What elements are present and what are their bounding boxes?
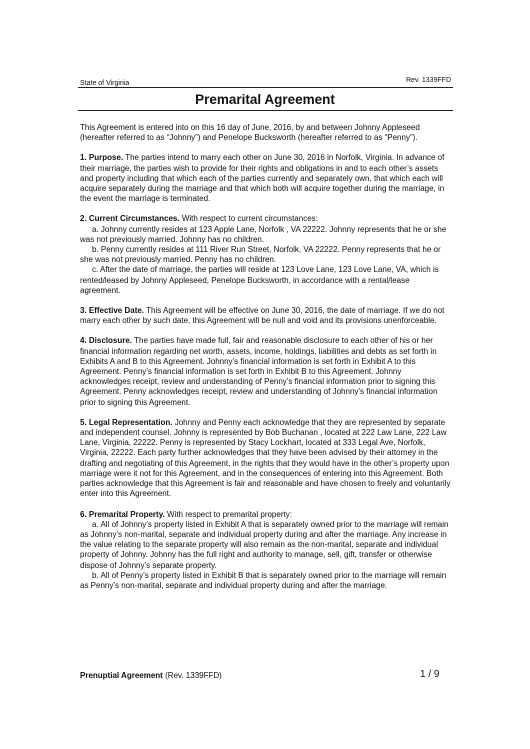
page-number: 1 / 9 xyxy=(420,669,440,680)
agreement-body xyxy=(80,123,452,591)
footer-doc-title: Prenuptial Agreement xyxy=(80,671,163,680)
circumstances-item-c: c. After the date of marriage, the parties will reside at 123 Love Lane, 123 Love Lane, VA, which is rented/leased by Johnny Appleseed, Penelope Bucksworth, in accordance with a rental/lease agreement. xyxy=(80,265,439,295)
circumstances-item-b: b. Penny currently resides at 111 River Run Street, Norfolk, VA 22222. Penny represents that he or she was not previously married. Penny has no children. xyxy=(80,245,441,265)
section-premarital-heading: 6. Premarital Property. xyxy=(80,509,165,519)
intro-paragraph: This Agreement is entered into on this 16 day of June, 2016, by and between Johnny Appleseed (hereafter referred to as “Johnny”) and Penelope Bucksworth (hereafter referred to as “Penny”). xyxy=(80,123,420,143)
circumstances-item-a: a. Johnny currently resides at 123 Apple Lane, Norfolk , VA 22222. Johnny represents that he or she was not previously married. Johnny has no children. xyxy=(80,224,447,244)
section-legal-representation xyxy=(80,418,452,500)
section-circumstances-heading: 2. Current Circumstances. xyxy=(80,214,180,224)
header-rule xyxy=(78,87,453,88)
section-purpose-heading: 1. Purpose. xyxy=(80,153,124,163)
section-disclosure xyxy=(80,336,452,407)
premarital-item-a: a. All of Johnny’s property listed in Exhibit A that is separately owned prior to the marriage will remain as Johnny’s non-marital, separate and individual property during and after the marriage. Any increase in the value relating to the separate property will also remain as the non-marital, separate and individual property of Johnny. Johnny has the full right and authority to manage, sell, gift, transfer or otherwise dispose of Johnny’s separate property. xyxy=(80,519,449,570)
section-circumstances-text: With respect to current circumstances: xyxy=(179,214,318,224)
header-revision: Rev. 1339FFD xyxy=(406,77,451,84)
section-disclosure-heading: 4. Disclosure. xyxy=(80,336,133,346)
section-disclosure-text: The parties have made full, fair and reasonable disclosure to each other of his or her financial information regarding net worth, assets, income, holdings, liabilities and debts as set forth in Exhibits A and B to this Agreement. Johnny’s financial information is set forth in Exhibit A to this Agreement. Penny’s financial information is set forth in Exhibit B to this Agreement. Johnny acknowledges receipt, review and understanding of Penny’s financial information prior to signing this Agreement. Penny acknowledges receipt, review and understanding of Johnny’s financial information prior to signing this Agreement. xyxy=(80,336,438,407)
section-purpose xyxy=(80,153,452,204)
section-purpose-text: The parties intend to marry each other on June 30, 2016 in Norfolk, Virginia. In advance of their marriage, the parties wish to provide for their rights and obligations in and to each other’s assets and property including that which each of the parties currently and separately own, that which each will acquire separately during the marriage and that which both will acquire together during the marriage, in the event the marriage is terminated. xyxy=(80,153,445,204)
header-state: State of Virginia xyxy=(80,80,130,87)
footer-document-name xyxy=(80,671,222,680)
footer-doc-rev: (Rev. 1339FFD) xyxy=(162,671,222,680)
section-legal-heading: 5. Legal Representation. xyxy=(80,417,173,427)
title-rule xyxy=(78,110,453,111)
section-effective-heading: 3. Effective Date. xyxy=(80,306,145,316)
section-premarital-property xyxy=(80,510,452,520)
section-circumstances xyxy=(80,214,452,224)
section-premarital-text: With respect to premarital property: xyxy=(164,509,292,519)
section-legal-text: Johnny and Penny each acknowledge that they are represented by separate and independent counsel. Johnny is represented by Bob Buchanan , located at 222 Law Lane, 222 Law Lane, Virginia, 22222. Penny is represented by Stacy Lockhart, located at 333 Legal Ave, Norfolk, Virginia, 22222. Each party further acknowledges that they have been advised by their attorney in the drafting and negotiating of this Agreement, in the rights that they would have in the other’s property upon marriage were it not for this Agreement, and in the consequences of entering into this Agreement. Both parties acknowledge that this Agreement is fair and reasonable and have chosen to freely and voluntarily enter into this Agreement. xyxy=(80,417,451,499)
premarital-item-b: b. All of Penny’s property listed in Exhibit B that is separately owned prior to the marriage will remain as Penny’s non-marital, separate and individual property during and after the marriage. xyxy=(80,570,447,590)
section-effective-date xyxy=(80,306,452,326)
section-effective-text: This Agreement will be effective on June 30, 2016, the date of marriage. If we do not marry each other by such date, this Agreement will be null and void and its provisions unenforceable. xyxy=(80,306,445,326)
page-title: Premarital Agreement xyxy=(195,92,335,107)
